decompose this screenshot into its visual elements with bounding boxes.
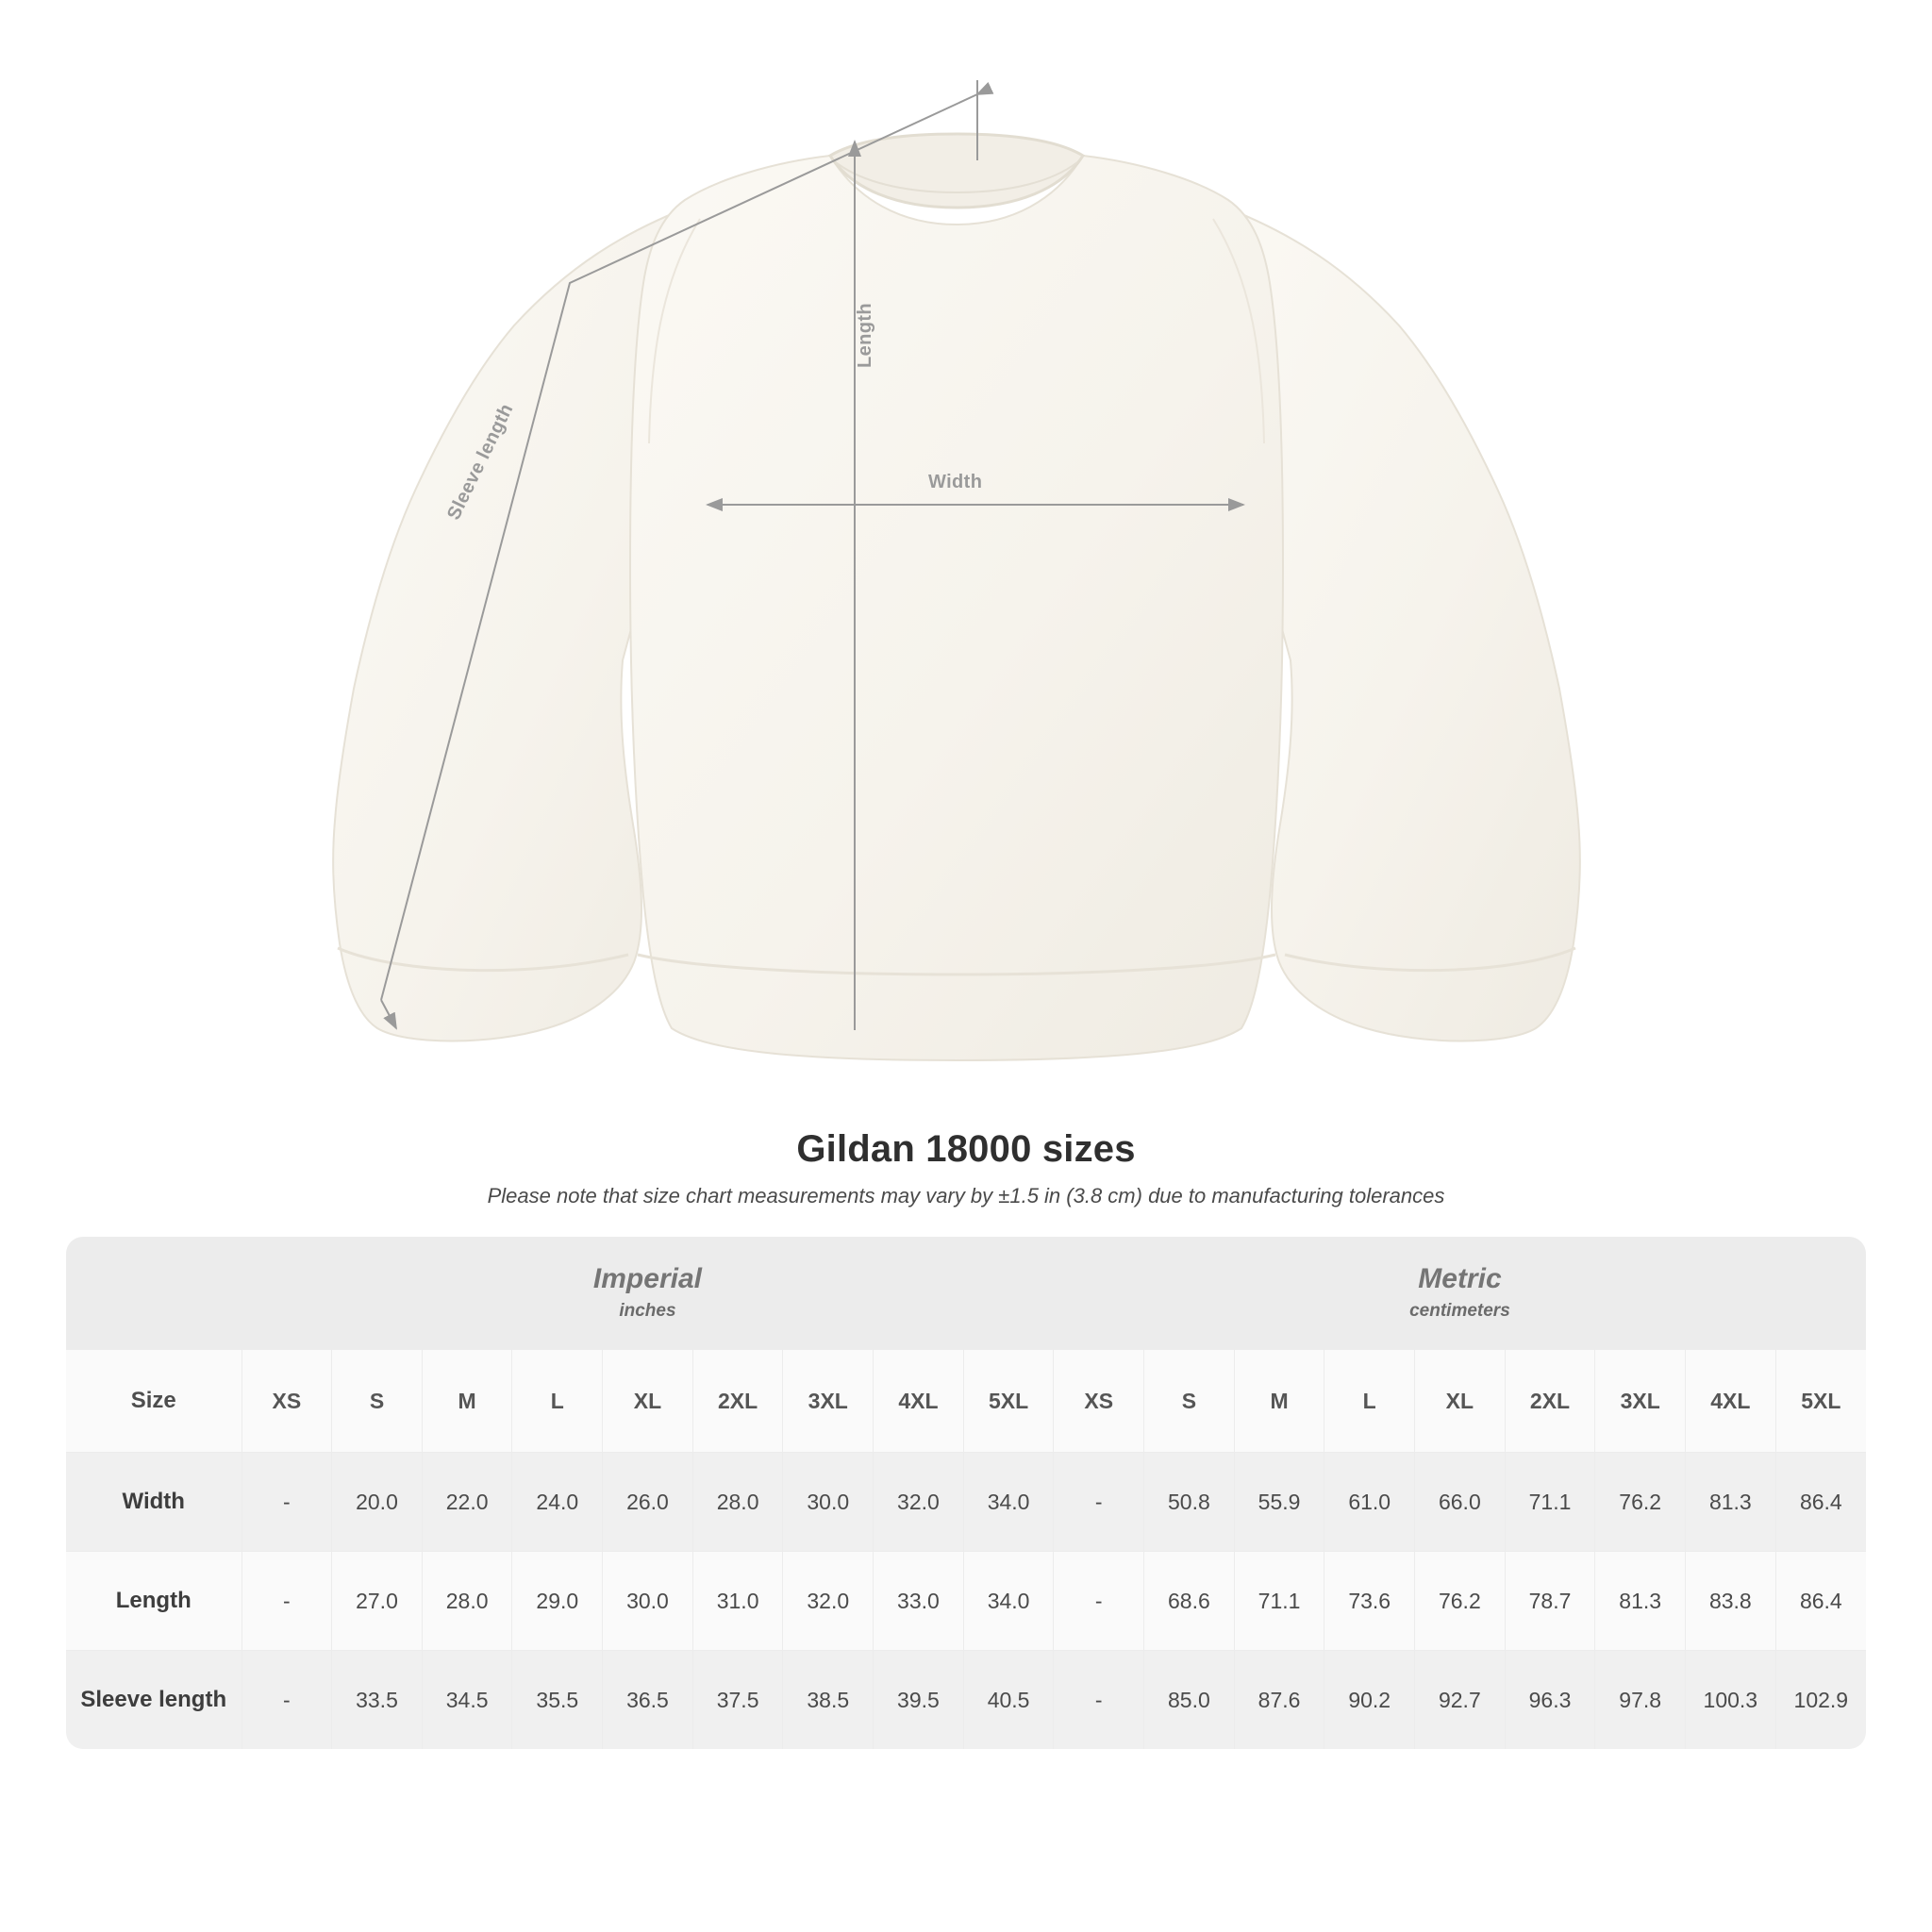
unit-metric [1054,1237,1866,1350]
unit-metric-name: Metric [1418,1263,1502,1294]
size-column-5xl-metric: 5XL [1775,1350,1866,1453]
table-row [66,1651,1866,1750]
measurement-cell: 26.0 [603,1453,693,1552]
measurement-cell: 37.5 [692,1651,783,1750]
sweatshirt-shape [333,134,1580,1060]
measurement-cell: 33.5 [332,1651,423,1750]
unit-metric-sub: centimeters [1409,1301,1510,1321]
measurement-cell: 90.2 [1324,1651,1415,1750]
size-column-2xl-metric: 2XL [1505,1350,1595,1453]
measurement-cell: 34.5 [422,1651,512,1750]
measurement-cell: 28.0 [422,1552,512,1651]
table-row [66,1552,1866,1651]
page-title: Gildan 18000 sizes [796,1128,1136,1170]
measurement-cell: 92.7 [1415,1651,1506,1750]
size-column-3xl-imperial: 3XL [783,1350,874,1453]
measurement-cell: 76.2 [1415,1552,1506,1651]
size-table-body [66,1453,1866,1750]
table-row [66,1453,1866,1552]
unit-imperial [242,1237,1054,1350]
measurement-cell: 22.0 [422,1453,512,1552]
measurement-cell: 71.1 [1234,1552,1324,1651]
size-column-3xl-metric: 3XL [1595,1350,1686,1453]
measurement-cell: 38.5 [783,1651,874,1750]
measurement-cell: 30.0 [783,1453,874,1552]
size-column-2xl-imperial: 2XL [692,1350,783,1453]
size-column-s-imperial: S [332,1350,423,1453]
measurement-cell: 83.8 [1686,1552,1776,1651]
measurement-cell: - [1054,1651,1144,1750]
size-column-s-metric: S [1144,1350,1235,1453]
measurement-cell: 32.0 [874,1453,964,1552]
measurement-cell: 40.5 [963,1651,1054,1750]
measurement-cell: 36.5 [603,1651,693,1750]
unit-imperial-sub: inches [619,1301,676,1321]
measurement-row-label: Width [66,1453,242,1552]
measurement-cell: 102.9 [1775,1651,1866,1750]
size-column-l-metric: L [1324,1350,1415,1453]
measurement-cell: 87.6 [1234,1651,1324,1750]
measurement-cell: 55.9 [1234,1453,1324,1552]
measurement-cell: 32.0 [783,1552,874,1651]
measurement-cell: 86.4 [1775,1552,1866,1651]
measurement-cell: - [242,1453,332,1552]
measurement-cell: 61.0 [1324,1453,1415,1552]
measurement-cell: 50.8 [1144,1453,1235,1552]
measurement-cell: 81.3 [1595,1552,1686,1651]
size-column-m-metric: M [1234,1350,1324,1453]
measurement-cell: 27.0 [332,1552,423,1651]
size-column-xs-imperial: XS [242,1350,332,1453]
tolerance-note: Please note that size chart measurements may vary by ±1.5 in (3.8 cm) due to manufacturing tolerances [487,1184,1445,1208]
measurement-cell: 73.6 [1324,1552,1415,1651]
unit-spacer-cell [66,1237,242,1350]
size-column-xl-imperial: XL [603,1350,693,1453]
measurement-cell: - [1054,1453,1144,1552]
measurement-cell: 100.3 [1686,1651,1776,1750]
measurement-cell: 24.0 [512,1453,603,1552]
title-block [0,1128,1932,1208]
size-column-xl-metric: XL [1415,1350,1506,1453]
measurement-cell: 81.3 [1686,1453,1776,1552]
measurement-cell: 39.5 [874,1651,964,1750]
size-table-wrapper [66,1237,1866,1749]
unit-header-row [66,1237,1866,1350]
measurement-cell: - [1054,1552,1144,1651]
unit-imperial-name: Imperial [592,1263,702,1294]
measurement-cell: 34.0 [963,1552,1054,1651]
size-column-5xl-imperial: 5XL [963,1350,1054,1453]
measurement-cell: - [242,1552,332,1651]
width-dimension-label: Width [928,472,983,492]
measurement-cell: 35.5 [512,1651,603,1750]
measurement-cell: 86.4 [1775,1453,1866,1552]
measurement-cell: 97.8 [1595,1651,1686,1750]
size-column-l-imperial: L [512,1350,603,1453]
measurement-cell: 29.0 [512,1552,603,1651]
measurement-cell: 30.0 [603,1552,693,1651]
size-header-row [66,1350,1866,1453]
measurement-cell: 34.0 [963,1453,1054,1552]
measurement-cell: 20.0 [332,1453,423,1552]
measurement-row-label: Sleeve length [66,1651,242,1750]
measurement-cell: 76.2 [1595,1453,1686,1552]
sleeve-length-dimension-label: Sleeve length [443,400,518,524]
size-column-4xl-metric: 4XL [1686,1350,1776,1453]
measurement-cell: 68.6 [1144,1552,1235,1651]
size-column-4xl-imperial: 4XL [874,1350,964,1453]
measurement-cell: 28.0 [692,1453,783,1552]
length-dimension-label: Length [855,302,875,368]
measurement-cell: - [242,1651,332,1750]
measurement-cell: 71.1 [1505,1453,1595,1552]
measurement-cell: 96.3 [1505,1651,1595,1750]
size-column-m-imperial: M [422,1350,512,1453]
measurement-cell: 85.0 [1144,1651,1235,1750]
size-column-header: Size [66,1350,242,1453]
measurement-cell: 33.0 [874,1552,964,1651]
measurement-cell: 78.7 [1505,1552,1595,1651]
measurement-row-label: Length [66,1552,242,1651]
measurement-cell: 31.0 [692,1552,783,1651]
measurement-cell: 66.0 [1415,1453,1506,1552]
size-table [66,1237,1866,1749]
size-column-xs-metric: XS [1054,1350,1144,1453]
